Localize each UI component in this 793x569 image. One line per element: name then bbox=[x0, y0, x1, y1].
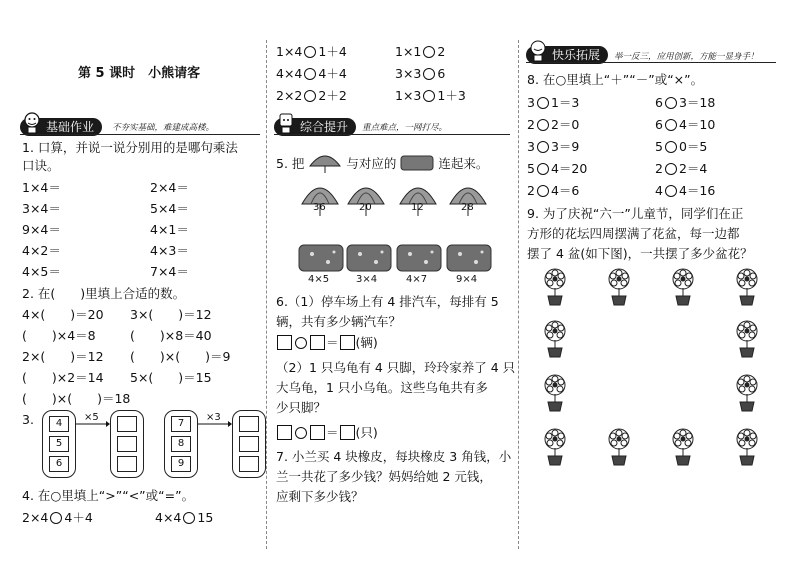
flower-square bbox=[540, 268, 770, 508]
q1-item: 2×4＝ bbox=[150, 180, 189, 195]
operator-circle[interactable] bbox=[295, 427, 307, 439]
q7-text-1: 7. 小兰买 4 块橡皮，每块橡皮 3 角钱，小 bbox=[276, 449, 512, 464]
compare-right: 1＋3 bbox=[437, 88, 466, 103]
q6-2-text-3: 少只脚？ bbox=[276, 400, 327, 415]
q2-item: 2×( )＝12 bbox=[22, 349, 104, 364]
q8-left: 2 bbox=[527, 117, 535, 132]
q1-item: 4×2＝ bbox=[22, 243, 61, 258]
fun-banner-label: 快乐拓展 bbox=[552, 48, 601, 62]
card-icon bbox=[396, 244, 442, 274]
compare-row bbox=[276, 44, 347, 60]
card-expression: 4×7 bbox=[406, 274, 428, 285]
q2-item: ( )×( )＝9 bbox=[130, 349, 231, 364]
q8-item bbox=[527, 161, 587, 177]
q6-2-text-1: （2）1 只乌龟有 4 只脚，玲玲家养了 4 只 bbox=[276, 360, 516, 375]
q3-answer-box[interactable] bbox=[239, 416, 259, 432]
advanced-banner-label: 综合提升 bbox=[300, 120, 349, 134]
compare-circle[interactable] bbox=[304, 68, 316, 80]
q3-multiplier: ×5 bbox=[84, 412, 99, 423]
q2-item: ( )×8＝40 bbox=[130, 328, 212, 343]
compare-right: 2＋2 bbox=[318, 88, 347, 103]
q8-right: 3＝9 bbox=[550, 139, 580, 154]
answer-box[interactable] bbox=[277, 335, 292, 350]
q4-right: 15 bbox=[197, 510, 214, 525]
basic-motto: 不夯实基础，难建成高楼。 bbox=[112, 123, 215, 133]
q8-right: 4＝16 bbox=[678, 183, 716, 198]
q8-item bbox=[527, 139, 579, 155]
q8-right: 4＝10 bbox=[678, 117, 716, 132]
flower-pot-icon bbox=[540, 320, 570, 362]
q8-right: 2＝0 bbox=[550, 117, 580, 132]
q3-answer-box[interactable] bbox=[239, 436, 259, 452]
mascot-icon bbox=[22, 112, 42, 134]
q8-left: 6 bbox=[655, 95, 663, 110]
q8-right: 2＝4 bbox=[678, 161, 708, 176]
flower-pot-icon bbox=[668, 268, 698, 310]
compare-left: 1×1 bbox=[395, 44, 422, 59]
card-item[interactable] bbox=[396, 244, 442, 290]
q7-text-2: 兰一共花了多少钱？妈妈给她 2 元钱， bbox=[276, 469, 492, 484]
q5-mid: 与对应的 bbox=[346, 156, 397, 171]
card-icon bbox=[298, 244, 344, 274]
q8-left: 6 bbox=[655, 117, 663, 132]
q1-item: 9×4＝ bbox=[22, 222, 61, 237]
q8-text: 8. 在○里填上“＋”“－”或“×”。 bbox=[527, 72, 704, 87]
q9-text-1: 9. 为了庆祝“六一”儿童节，同学们在正 bbox=[527, 206, 744, 221]
q8-left: 3 bbox=[527, 95, 535, 110]
q1-item: 1×4＝ bbox=[22, 180, 61, 195]
compare-left: 2×2 bbox=[276, 88, 303, 103]
q3-num: 5 bbox=[49, 436, 69, 452]
umbrella-number: 28 bbox=[461, 202, 474, 213]
q1-item: 4×5＝ bbox=[22, 264, 61, 279]
operator-circle[interactable] bbox=[537, 163, 549, 175]
card-icon bbox=[346, 244, 392, 274]
compare-left: 1×4 bbox=[276, 44, 303, 59]
q8-item bbox=[655, 183, 715, 199]
q2-item: 3×( )＝12 bbox=[130, 307, 212, 322]
q3-num: 7 bbox=[171, 416, 191, 432]
compare-row bbox=[276, 88, 347, 104]
q2-item: ( )×( )＝18 bbox=[22, 391, 131, 406]
answer-box[interactable] bbox=[310, 425, 325, 440]
q9-text-3: 摆了 4 盆(如下图)，一共摆了多少盆花？ bbox=[527, 246, 753, 261]
q8-item bbox=[527, 117, 579, 133]
operator-circle[interactable] bbox=[665, 163, 677, 175]
q5-post: 连起来。 bbox=[438, 156, 489, 171]
umbrella-item[interactable] bbox=[346, 178, 386, 218]
compare-circle[interactable] bbox=[183, 512, 195, 524]
flower-pot-icon bbox=[668, 428, 698, 470]
q4-item bbox=[155, 510, 213, 526]
divider bbox=[274, 134, 510, 135]
q2-item: 4×( )＝20 bbox=[22, 307, 104, 322]
compare-circle[interactable] bbox=[423, 90, 435, 102]
card-expression: 4×5 bbox=[308, 274, 330, 285]
flower-pot-icon bbox=[540, 268, 570, 310]
q8-right: 4＝6 bbox=[550, 183, 580, 198]
q3-answer-box[interactable] bbox=[117, 436, 137, 452]
compare-circle[interactable] bbox=[423, 46, 435, 58]
operator-circle[interactable] bbox=[665, 141, 677, 153]
compare-circle[interactable] bbox=[50, 512, 62, 524]
q8-item bbox=[655, 117, 715, 133]
flower-pot-icon bbox=[732, 428, 762, 470]
q8-left: 2 bbox=[655, 161, 663, 176]
compare-right: 4＋4 bbox=[318, 66, 347, 81]
compare-row bbox=[395, 66, 445, 82]
q8-left: 4 bbox=[655, 183, 663, 198]
q8-left: 3 bbox=[527, 139, 535, 154]
q8-item bbox=[527, 95, 579, 111]
card-item[interactable] bbox=[446, 244, 492, 290]
card-expression: 9×4 bbox=[456, 274, 478, 285]
flower-pot-icon bbox=[604, 268, 634, 310]
column-divider bbox=[518, 40, 519, 549]
fun-motto: 举一反三，应用创新，方能一显身手！ bbox=[614, 52, 759, 62]
umbrella-item[interactable] bbox=[448, 178, 488, 218]
flower-pot-icon bbox=[732, 268, 762, 310]
q3-num: 6 bbox=[49, 456, 69, 472]
umbrella-number: 12 bbox=[411, 202, 424, 213]
q8-left: 2 bbox=[527, 183, 535, 198]
advanced-motto: 重点难点，一网打尽。 bbox=[362, 123, 448, 133]
unit-label: (辆) bbox=[355, 335, 378, 350]
q1-text-2: 口诀。 bbox=[22, 158, 60, 173]
q3-answer-box[interactable] bbox=[117, 416, 137, 432]
card-item[interactable] bbox=[298, 244, 344, 290]
q6-2-equation: ＝ (只) bbox=[276, 425, 378, 441]
q1-text-1: 1. 口算，并说一说分别用的是哪句乘法 bbox=[22, 140, 238, 155]
q3-num: 8 bbox=[171, 436, 191, 452]
q6-2-text-2: 大乌龟，1 只小乌龟。这些乌龟共有多 bbox=[276, 380, 488, 395]
compare-row bbox=[395, 44, 445, 60]
q9-text-2: 方形的花坛四周摆满了花盆，每一边都 bbox=[527, 226, 740, 241]
q4-item bbox=[22, 510, 93, 526]
divider bbox=[526, 62, 776, 63]
umbrella-item[interactable] bbox=[398, 178, 438, 218]
q4-left: 2×4 bbox=[22, 510, 49, 525]
q2-item: 5×( )＝15 bbox=[130, 370, 212, 385]
operator-circle[interactable] bbox=[665, 185, 677, 197]
operator-circle[interactable] bbox=[537, 97, 549, 109]
compare-row bbox=[276, 66, 347, 82]
q4-left: 4×4 bbox=[155, 510, 182, 525]
lesson-title: 第 5 课时 小熊请客 bbox=[78, 66, 201, 81]
flower-pot-icon bbox=[732, 320, 762, 362]
q3-label: 3. bbox=[22, 412, 34, 427]
q3-multiplier: ×3 bbox=[206, 412, 221, 423]
q8-right: 1＝3 bbox=[550, 95, 580, 110]
umbrella-number: 20 bbox=[359, 202, 372, 213]
q3-answer-box[interactable] bbox=[239, 456, 259, 472]
compare-circle[interactable] bbox=[304, 46, 316, 58]
q8-item bbox=[527, 183, 579, 199]
q1-item: 4×1＝ bbox=[150, 222, 189, 237]
q8-right: 4＝20 bbox=[550, 161, 588, 176]
basic-banner-label: 基础作业 bbox=[46, 120, 95, 134]
q3-answer-box[interactable] bbox=[117, 456, 137, 472]
card-expression: 3×4 bbox=[356, 274, 378, 285]
answer-box[interactable] bbox=[277, 425, 292, 440]
q8-left: 5 bbox=[527, 161, 535, 176]
mascot-icon bbox=[528, 40, 548, 62]
compare-left: 1×3 bbox=[395, 88, 422, 103]
divider bbox=[20, 134, 260, 135]
compare-row bbox=[395, 88, 466, 104]
compare-right: 6 bbox=[437, 66, 446, 81]
q8-item bbox=[655, 95, 715, 111]
compare-left: 4×4 bbox=[276, 66, 303, 81]
q6-text-1: 6.（1）停车场上有 4 排汽车，每排有 5 bbox=[276, 294, 499, 309]
q6-text-2: 辆，共有多少辆汽车？ bbox=[276, 314, 402, 329]
compare-circle[interactable] bbox=[304, 90, 316, 102]
q8-right: 3＝18 bbox=[678, 95, 716, 110]
q7-text-3: 应剩下多少钱？ bbox=[276, 489, 364, 504]
column-divider bbox=[266, 40, 267, 549]
q1-item: 3×4＝ bbox=[22, 201, 61, 216]
operator-circle[interactable] bbox=[537, 185, 549, 197]
q8-right: 0＝5 bbox=[678, 139, 708, 154]
mascot-icon bbox=[276, 112, 296, 134]
q2-item: ( )×4＝8 bbox=[22, 328, 96, 343]
answer-box[interactable] bbox=[340, 425, 355, 440]
flower-pot-icon bbox=[540, 428, 570, 470]
operator-circle[interactable] bbox=[295, 337, 307, 349]
operator-circle[interactable] bbox=[665, 119, 677, 131]
answer-box[interactable] bbox=[310, 335, 325, 350]
q8-left: 5 bbox=[655, 139, 663, 154]
umbrella-item[interactable] bbox=[300, 178, 340, 218]
q2-item: ( )×2＝14 bbox=[22, 370, 104, 385]
q5-text bbox=[276, 152, 488, 174]
operator-circle[interactable] bbox=[537, 119, 549, 131]
q4-right: 4＋4 bbox=[64, 510, 93, 525]
q5-pre: 5. 把 bbox=[276, 156, 305, 171]
compare-left: 3×3 bbox=[395, 66, 422, 81]
operator-circle[interactable] bbox=[665, 97, 677, 109]
q3-num: 4 bbox=[49, 416, 69, 432]
q1-item: 5×4＝ bbox=[150, 201, 189, 216]
flower-pot-icon bbox=[604, 428, 634, 470]
q6-equation: ＝ (辆) bbox=[276, 335, 378, 351]
q3-num: 9 bbox=[171, 456, 191, 472]
card-item[interactable] bbox=[346, 244, 392, 290]
card-icon bbox=[400, 154, 434, 172]
operator-circle[interactable] bbox=[537, 141, 549, 153]
compare-right: 2 bbox=[437, 44, 446, 59]
q8-item bbox=[655, 139, 707, 155]
flower-pot-icon bbox=[540, 374, 570, 416]
unit-label: (只) bbox=[355, 425, 378, 440]
answer-box[interactable] bbox=[340, 335, 355, 350]
flower-pot-icon bbox=[732, 374, 762, 416]
q1-item: 7×4＝ bbox=[150, 264, 189, 279]
compare-circle[interactable] bbox=[423, 68, 435, 80]
umbrella-number: 36 bbox=[313, 202, 326, 213]
umbrella-icon bbox=[308, 152, 342, 174]
q2-text: 2. 在( )里填上合适的数。 bbox=[22, 286, 186, 301]
q8-item bbox=[655, 161, 707, 177]
q4-text: 4. 在○里填上“>”“<”或“=”。 bbox=[22, 488, 195, 503]
q1-item: 4×3＝ bbox=[150, 243, 189, 258]
card-icon bbox=[446, 244, 492, 274]
compare-right: 1＋4 bbox=[318, 44, 347, 59]
